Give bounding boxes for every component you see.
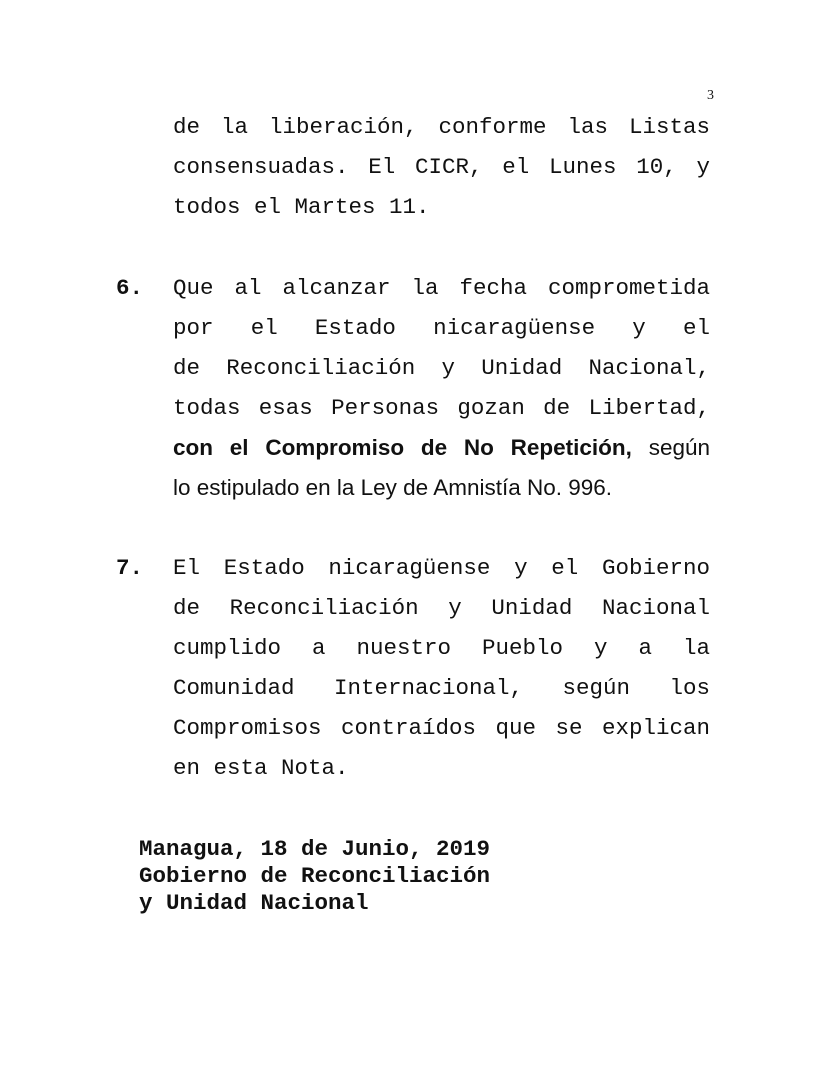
- government-line: Gobierno de Reconciliación: [139, 863, 491, 889]
- bold-phrase: con el Compromiso de No Repetición,: [173, 435, 632, 460]
- paragraph-line: Que al alcanzar la fecha comprometida: [173, 275, 710, 301]
- paragraph-line: lo estipulado en la Ley de Amnistía No. 996.: [173, 475, 613, 500]
- paragraph-line: de la liberación, conforme las Listas: [173, 114, 710, 140]
- paragraph-line: El Estado nicaragüense y el Gobierno: [173, 555, 710, 581]
- government-line: y Unidad Nacional: [139, 890, 369, 916]
- after-bold-text: según: [631, 435, 710, 460]
- paragraph-line: de Reconciliación y Unidad Nacional,: [173, 355, 710, 381]
- paragraph-line: consensuadas. El CICR, el Lunes 10, y: [173, 154, 710, 180]
- paragraph-line: todos el Martes 11.: [173, 194, 430, 220]
- date-line: Managua, 18 de Junio, 2019: [139, 836, 491, 862]
- signature-block: [139, 836, 490, 917]
- item-6-number: 6.: [116, 275, 144, 301]
- item-6-paragraph: [173, 268, 710, 508]
- paragraph-line: de Reconciliación y Unidad Nacional: [173, 595, 710, 621]
- continuation-paragraph: [173, 107, 710, 227]
- item-7-number: 7.: [116, 555, 144, 581]
- paragraph-line: cumplido a nuestro Pueblo y a la: [173, 635, 710, 661]
- item-7-paragraph: [173, 548, 710, 788]
- paragraph-line: Compromisos contraídos que se explican: [173, 715, 710, 741]
- paragraph-line: Comunidad Internacional, según los: [173, 675, 710, 701]
- paragraph-line: todas esas Personas gozan de Libertad,: [173, 395, 710, 421]
- page-number: 3: [707, 88, 714, 103]
- paragraph-line: por el Estado nicaragüense y el: [173, 315, 710, 341]
- paragraph-line-bold: [173, 428, 710, 468]
- paragraph-line: en esta Nota.: [173, 755, 349, 781]
